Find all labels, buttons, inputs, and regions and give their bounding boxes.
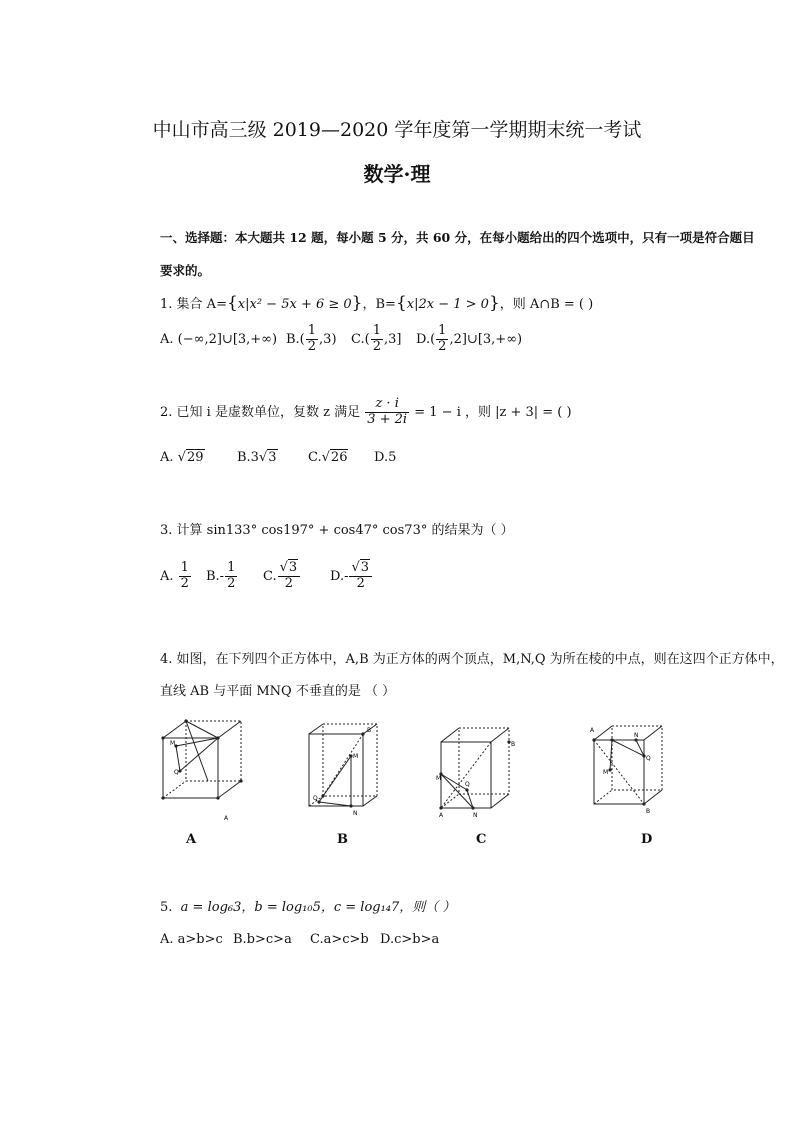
q2-option-b: B.3√3 [237, 450, 277, 465]
cube-a-label-a: A [224, 815, 229, 822]
q1-option-c: C.( $\frac{1}{2}$ ,3] [351, 323, 402, 354]
cube-figure-d [586, 720, 670, 820]
q2-option-a: A. √29 [160, 450, 204, 465]
q5-option-c: C.a>c>b [310, 932, 369, 947]
q3-option-d: D.- $\frac{√3}{2}$ [330, 561, 373, 592]
q1-option-d: D.( $\frac{1}{2}$ ,2]∪[3,+∞) [416, 323, 523, 354]
question-3: 3. 计算 sin133° cos197° + cos47° cos73° 的结果为（ ） [160, 523, 514, 538]
cube-d-label-b: B [646, 808, 651, 815]
q1-lead: 集合 A= [176, 297, 227, 312]
q1-mid: ，B= [362, 297, 396, 312]
cube-b-label-n: N [353, 810, 358, 817]
q1-number: 1. [160, 297, 173, 312]
question-4-line1: 4. 如图，在下列四个正方体中，A,B 为正方体的两个顶点，M,N,Q 为所在棱的中点，则在这四个正方体中， [160, 652, 784, 667]
q2-option-d: D.5 [374, 450, 397, 465]
exam-subtitle: 数学·理 [363, 162, 431, 186]
figure-label-d: D [641, 832, 653, 847]
figure-label-c: C [476, 832, 487, 847]
exam-title: 中山市高三级 2019—2020 学年度第一学期期末统一考试 [152, 119, 642, 141]
section-heading-line2: 要求的。 [160, 263, 211, 278]
cube-figure-b [305, 720, 385, 820]
cube-b-label-m: M [353, 753, 359, 760]
figure-label-b: B [337, 832, 348, 847]
cube-a-label-m: M [170, 740, 176, 747]
q1-option-b: B.( $\frac{1}{2}$ ,3) [286, 323, 337, 354]
q1-option-a: A. (−∞,2]∪[3,+∞) [160, 332, 278, 347]
q5-option-d: D.c>b>a [380, 932, 440, 947]
question-2: 2. 已知 i 是虚数单位，复数 z 满足 $\frac{z \cdot i}{3 + 2i}$ = 1 − i ，则 |z + 3| = ( ) [160, 396, 572, 427]
question-1: 1. 集合 A={x|x² − 5x + 6 ≥ 0}，B={x|2x − 1 > 0}，则 A∩B = ( ) [160, 293, 594, 313]
cube-d-label-q: Q [646, 755, 651, 762]
cube-a-label-q: Q [174, 769, 179, 776]
cube-d-label-n: N [634, 732, 639, 739]
question-5: 5. a = log₆3，b = log₁₀5，c = log₁₄7，则（ ） [160, 900, 456, 915]
cube-c-label-q: Q [465, 781, 470, 788]
cube-c-label-n: N [473, 812, 478, 819]
cube-c-label-b: B [511, 741, 516, 748]
q5-option-a: A. a>b>c [160, 932, 223, 947]
section-heading-line1: 一、选择题：本大题共 12 题，每小题 5 分，共 60 分，在每小题给出的四个选项中，只有一项是符合题目 [160, 230, 755, 245]
figure-label-a: A [186, 832, 197, 847]
cube-b-label-b: B [367, 727, 372, 734]
cube-b-label-q: Q [313, 795, 318, 802]
q3-option-b: B.- $\frac{1}{2}$ [206, 560, 236, 591]
q3-option-a: A. $\frac{1}{2}$ [160, 560, 189, 591]
cube-figure-a [158, 716, 258, 826]
q1-tail: ，则 A∩B = ( ) [499, 297, 594, 312]
q3-option-c: C. $\frac{√3}{2}$ [263, 561, 301, 592]
cube-d-label-m: M [603, 769, 609, 776]
cube-c-label-a: A [439, 812, 444, 819]
q1-set-b: x|2x − 1 > 0 [406, 297, 489, 312]
q5-option-b: B.b>c>a [233, 932, 292, 947]
cube-c-label-m: M [436, 775, 442, 782]
cube-d-label-a: A [590, 727, 595, 734]
q2-fraction: $\frac{z \cdot i}{3 + 2i}$ [367, 396, 408, 427]
q2-option-c: C.√26 [308, 450, 348, 465]
question-4-line2: 直线 AB 与平面 MNQ 不垂直的是 （ ） [160, 684, 396, 699]
q1-set-a: x|x² − 5x + 6 ≥ 0 [237, 297, 352, 312]
cube-figure-c [437, 724, 521, 824]
